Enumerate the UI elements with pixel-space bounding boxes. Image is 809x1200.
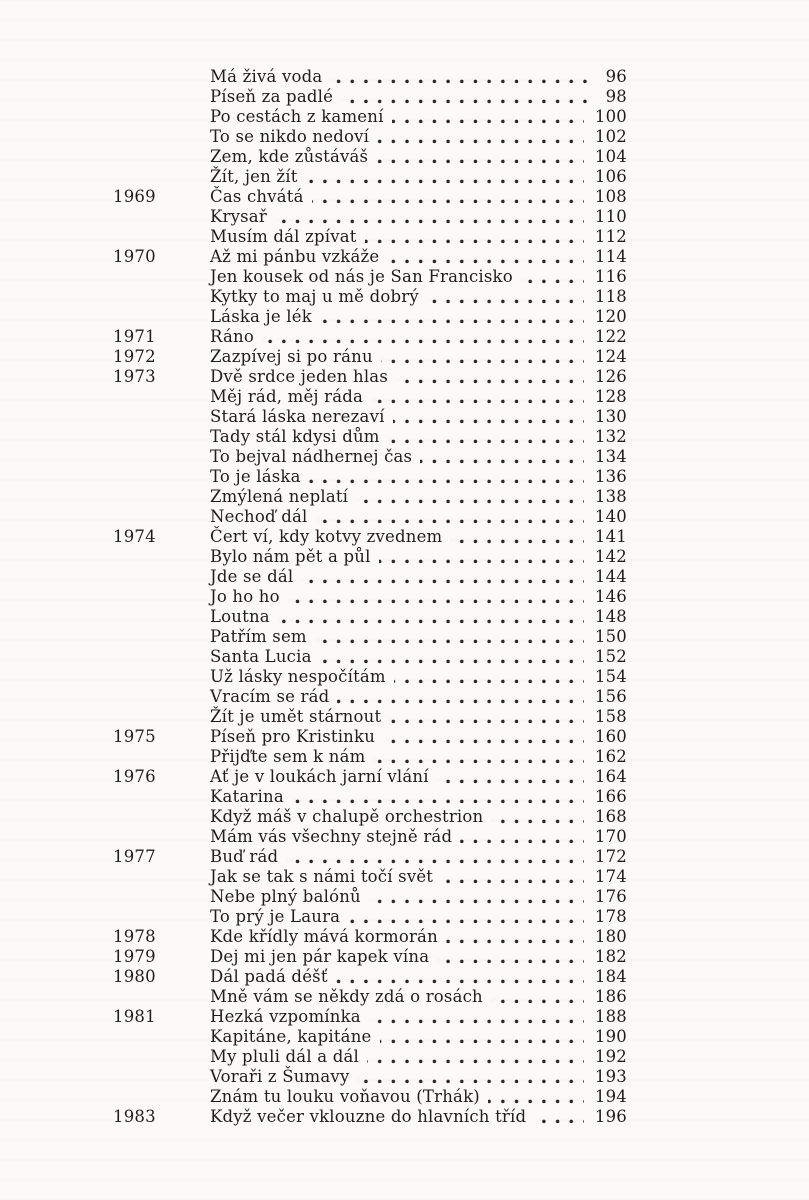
- toc-title: Buď rád: [210, 847, 286, 867]
- toc-entry: [210, 707, 627, 727]
- toc-entry: [210, 727, 627, 747]
- toc-entry: [210, 427, 627, 447]
- toc-entry: [210, 107, 627, 127]
- toc-entry: [210, 907, 627, 927]
- toc-page-number: 112: [584, 227, 627, 247]
- toc-row: [113, 967, 627, 987]
- toc-title: Nebe plný balónů: [210, 887, 369, 907]
- toc-entry: [210, 327, 627, 347]
- toc-title: Po cestách z kamení: [210, 107, 392, 127]
- toc-entry: [210, 847, 627, 867]
- toc-row: [113, 307, 627, 327]
- toc-row: [113, 147, 627, 167]
- toc-page-number: 192: [584, 1047, 627, 1067]
- toc-entry: [210, 827, 627, 847]
- toc-row: [113, 507, 627, 527]
- toc-page-number: 166: [584, 787, 627, 807]
- toc-title: Žít, jen žít: [210, 167, 306, 187]
- toc-entry: [210, 187, 627, 207]
- toc-title: Jo ho ho: [210, 587, 288, 607]
- toc-title: Žít je umět stárnout: [210, 707, 389, 727]
- toc-title: Zem, kde zůstáváš: [210, 147, 376, 167]
- toc-page-number: 140: [584, 507, 627, 527]
- toc-entry: [210, 987, 627, 1007]
- toc-title: Krysař: [210, 207, 275, 227]
- toc-entry: [210, 167, 627, 187]
- toc-page-number: 160: [584, 727, 627, 747]
- toc-entry: [210, 127, 627, 147]
- toc-title: Čert ví, kdy kotvy zvednem: [210, 527, 450, 547]
- toc-title: Jak se tak s námi točí svět: [210, 867, 441, 887]
- toc-title: Jen kousek od nás je San Francisko: [210, 267, 521, 287]
- toc-entry: [210, 67, 627, 87]
- toc-row: [113, 447, 627, 467]
- toc-row: [113, 907, 627, 927]
- toc-row: [113, 407, 627, 427]
- toc-row: [113, 1047, 627, 1067]
- toc-title: Až mi pánbu vzkáže: [210, 247, 387, 267]
- toc-row: [113, 247, 627, 267]
- toc-entry: [210, 527, 627, 547]
- toc-title: Bylo nám pět a půl: [210, 547, 379, 567]
- toc-row: [113, 87, 627, 107]
- toc-row: [113, 887, 627, 907]
- toc-page-number: 116: [584, 267, 627, 287]
- toc-title: Láska je lék: [210, 307, 320, 327]
- toc-entry: [210, 487, 627, 507]
- toc-row: [113, 1087, 627, 1107]
- toc-title: Patřím sem: [210, 627, 315, 647]
- toc-page-number: 156: [584, 687, 627, 707]
- toc-title: Zazpívej si po ránu: [210, 347, 381, 367]
- toc-row: [113, 107, 627, 127]
- toc-title: Stará láska nerezaví: [210, 407, 393, 427]
- toc-row: [113, 487, 627, 507]
- table-of-contents: [113, 67, 627, 1127]
- toc-row: [113, 927, 627, 947]
- toc-row: [113, 727, 627, 747]
- toc-entry: [210, 447, 627, 467]
- toc-entry: [210, 547, 627, 567]
- toc-row: [113, 647, 627, 667]
- toc-row: [113, 127, 627, 147]
- toc-year: 1972: [113, 347, 210, 367]
- toc-row: [113, 987, 627, 1007]
- toc-row: [113, 1007, 627, 1027]
- toc-page-number: 141: [584, 527, 627, 547]
- toc-page-number: 98: [593, 87, 627, 107]
- toc-title: Voraři z Šumavy: [210, 1067, 357, 1087]
- toc-page-number: 132: [584, 427, 627, 447]
- toc-entry: [210, 607, 627, 627]
- toc-row: [113, 267, 627, 287]
- toc-year: 1974: [113, 527, 210, 547]
- toc-entry: [210, 947, 627, 967]
- toc-entry: [210, 307, 627, 327]
- toc-row: [113, 327, 627, 347]
- toc-title: Musím dál zpívat: [210, 227, 365, 247]
- toc-page-number: 118: [584, 287, 627, 307]
- toc-title: Přijďte sem k nám: [210, 747, 373, 767]
- toc-year: 1980: [113, 967, 210, 987]
- toc-title: Kde křídly mává kormorán: [210, 927, 446, 947]
- toc-page-number: 148: [584, 607, 627, 627]
- toc-year: 1969: [113, 187, 210, 207]
- toc-page-number: 114: [584, 247, 627, 267]
- toc-entry: [210, 687, 627, 707]
- toc-entry: [210, 1047, 627, 1067]
- toc-title: Čas chvátá: [210, 187, 312, 207]
- toc-page-number: 136: [584, 467, 627, 487]
- toc-row: [113, 787, 627, 807]
- toc-entry: [210, 267, 627, 287]
- toc-title: To prý je Laura: [210, 907, 348, 927]
- toc-entry: [210, 1067, 627, 1087]
- toc-page-number: 182: [584, 947, 627, 967]
- toc-entry: [210, 347, 627, 367]
- toc-row: [113, 587, 627, 607]
- toc-page-number: 152: [584, 647, 627, 667]
- toc-entry: [210, 967, 627, 987]
- toc-title: Ať je v loukách jarní vlání: [210, 767, 437, 787]
- toc-title: Tady stál kdysi dům: [210, 427, 388, 447]
- toc-row: [113, 867, 627, 887]
- toc-entry: [210, 1087, 627, 1107]
- toc-row: [113, 827, 627, 847]
- toc-title: Dál padá déšť: [210, 967, 336, 987]
- toc-page-number: 126: [584, 367, 627, 387]
- toc-title: Má živá voda: [210, 67, 330, 87]
- toc-title: Znám tu louku voňavou (Trhák): [210, 1087, 488, 1107]
- toc-page-number: 102: [584, 127, 627, 147]
- toc-entry: [210, 367, 627, 387]
- toc-entry: [210, 667, 627, 687]
- toc-title: Měj rád, měj ráda: [210, 387, 371, 407]
- toc-row: [113, 287, 627, 307]
- toc-page-number: 120: [584, 307, 627, 327]
- toc-row: [113, 747, 627, 767]
- toc-entry: [210, 927, 627, 947]
- toc-entry: [210, 807, 627, 827]
- toc-page-number: 194: [584, 1087, 627, 1107]
- toc-page-number: 124: [584, 347, 627, 367]
- toc-title: Kytky to maj u mě dobrý: [210, 287, 427, 307]
- toc-page-number: 178: [584, 907, 627, 927]
- toc-year: 1973: [113, 367, 210, 387]
- toc-page-number: 186: [584, 987, 627, 1007]
- toc-page-number: 170: [584, 827, 627, 847]
- toc-entry: [210, 567, 627, 587]
- toc-year: 1978: [113, 927, 210, 947]
- toc-title: To je láska: [210, 467, 309, 487]
- toc-row: [113, 387, 627, 407]
- toc-title: Loutna: [210, 607, 278, 627]
- toc-entry: [210, 147, 627, 167]
- toc-row: [113, 167, 627, 187]
- toc-title: Santa Lucia: [210, 647, 320, 667]
- toc-title: Vracím se rád: [210, 687, 337, 707]
- toc-row: [113, 567, 627, 587]
- toc-entry: [210, 767, 627, 787]
- toc-page-number: 174: [584, 867, 627, 887]
- toc-row: [113, 187, 627, 207]
- toc-page-number: 193: [584, 1067, 627, 1087]
- toc-entry: [210, 887, 627, 907]
- toc-row: [113, 347, 627, 367]
- toc-page-number: 188: [584, 1007, 627, 1027]
- toc-entry: [210, 207, 627, 227]
- toc-page-number: 96: [593, 67, 627, 87]
- toc-page-number: 162: [584, 747, 627, 767]
- toc-row: [113, 1027, 627, 1047]
- toc-title: Jde se dál: [210, 567, 301, 587]
- toc-year: 1977: [113, 847, 210, 867]
- toc-title: Nechoď dál: [210, 507, 316, 527]
- toc-row: [113, 687, 627, 707]
- toc-page-number: 130: [584, 407, 627, 427]
- toc-entry: [210, 227, 627, 247]
- toc-year: 1979: [113, 947, 210, 967]
- toc-row: [113, 227, 627, 247]
- toc-page-number: 104: [584, 147, 627, 167]
- toc-entry: [210, 647, 627, 667]
- toc-page-number: 144: [584, 567, 627, 587]
- toc-page-number: 158: [584, 707, 627, 727]
- toc-year: 1983: [113, 1107, 210, 1127]
- toc-entry: [210, 587, 627, 607]
- toc-page-number: 150: [584, 627, 627, 647]
- toc-year: 1976: [113, 767, 210, 787]
- toc-entry: [210, 747, 627, 767]
- toc-entry: [210, 1027, 627, 1047]
- toc-page-number: 106: [584, 167, 627, 187]
- toc-entry: [210, 627, 627, 647]
- toc-title: Píseň za padlé: [210, 87, 341, 107]
- toc-entry: [210, 787, 627, 807]
- toc-year: 1971: [113, 327, 210, 347]
- toc-year: 1981: [113, 1007, 210, 1027]
- toc-page-number: 180: [584, 927, 627, 947]
- toc-entry: [210, 1007, 627, 1027]
- toc-row: [113, 667, 627, 687]
- toc-entry: [210, 507, 627, 527]
- toc-entry: [210, 287, 627, 307]
- toc-page-number: 128: [584, 387, 627, 407]
- toc-row: [113, 847, 627, 867]
- toc-row: [113, 527, 627, 547]
- toc-row: [113, 947, 627, 967]
- toc-row: [113, 1067, 627, 1087]
- toc-title: Píseň pro Kristinku: [210, 727, 383, 747]
- toc-title: Mám vás všechny stejně rád: [210, 827, 460, 847]
- toc-row: [113, 467, 627, 487]
- toc-page-number: 168: [584, 807, 627, 827]
- toc-title: Když máš v chalupě orchestrion: [210, 807, 491, 827]
- toc-page-number: 100: [584, 107, 627, 127]
- toc-title: Dvě srdce jeden hlas: [210, 367, 396, 387]
- toc-page-number: 138: [584, 487, 627, 507]
- toc-row: [113, 767, 627, 787]
- toc-title: My pluli dál a dál: [210, 1047, 367, 1067]
- toc-title: Zmýlená neplatí: [210, 487, 356, 507]
- toc-page-number: 154: [584, 667, 627, 687]
- toc-row: [113, 207, 627, 227]
- toc-entry: [210, 87, 627, 107]
- toc-row: [113, 707, 627, 727]
- toc-entry: [210, 867, 627, 887]
- toc-page-number: 108: [584, 187, 627, 207]
- toc-year: 1970: [113, 247, 210, 267]
- toc-title: Ráno: [210, 327, 262, 347]
- toc-row: [113, 547, 627, 567]
- toc-page-number: 164: [584, 767, 627, 787]
- toc-title: Hezká vzpomínka: [210, 1007, 369, 1027]
- toc-entry: [210, 247, 627, 267]
- toc-page-number: 134: [584, 447, 627, 467]
- toc-page-number: 196: [584, 1107, 627, 1127]
- toc-row: [113, 1107, 627, 1127]
- toc-entry: [210, 407, 627, 427]
- toc-page-number: 172: [584, 847, 627, 867]
- toc-row: [113, 627, 627, 647]
- toc-title: Mně vám se někdy zdá o rosách: [210, 987, 491, 1007]
- toc-title: Už lásky nespočítám: [210, 667, 394, 687]
- toc-row: [113, 67, 627, 87]
- toc-title: Když večer vklouzne do hlavních tříd: [210, 1107, 534, 1127]
- toc-year: 1975: [113, 727, 210, 747]
- toc-page-number: 122: [584, 327, 627, 347]
- toc-title: Dej mi jen pár kapek vína: [210, 947, 437, 967]
- toc-page-number: 142: [584, 547, 627, 567]
- toc-page-number: 190: [584, 1027, 627, 1047]
- toc-page-number: 184: [584, 967, 627, 987]
- toc-entry: [210, 467, 627, 487]
- toc-title: To bejval nádhernej čas: [210, 447, 420, 467]
- toc-row: [113, 807, 627, 827]
- toc-page-number: 146: [584, 587, 627, 607]
- toc-entry: [210, 1107, 627, 1127]
- toc-entry: [210, 387, 627, 407]
- toc-title: Katarina: [210, 787, 292, 807]
- toc-title: Kapitáne, kapitáne: [210, 1027, 380, 1047]
- toc-page-number: 176: [584, 887, 627, 907]
- toc-row: [113, 607, 627, 627]
- toc-row: [113, 367, 627, 387]
- toc-page-number: 110: [584, 207, 627, 227]
- toc-title: To se nikdo nedoví: [210, 127, 377, 147]
- toc-row: [113, 427, 627, 447]
